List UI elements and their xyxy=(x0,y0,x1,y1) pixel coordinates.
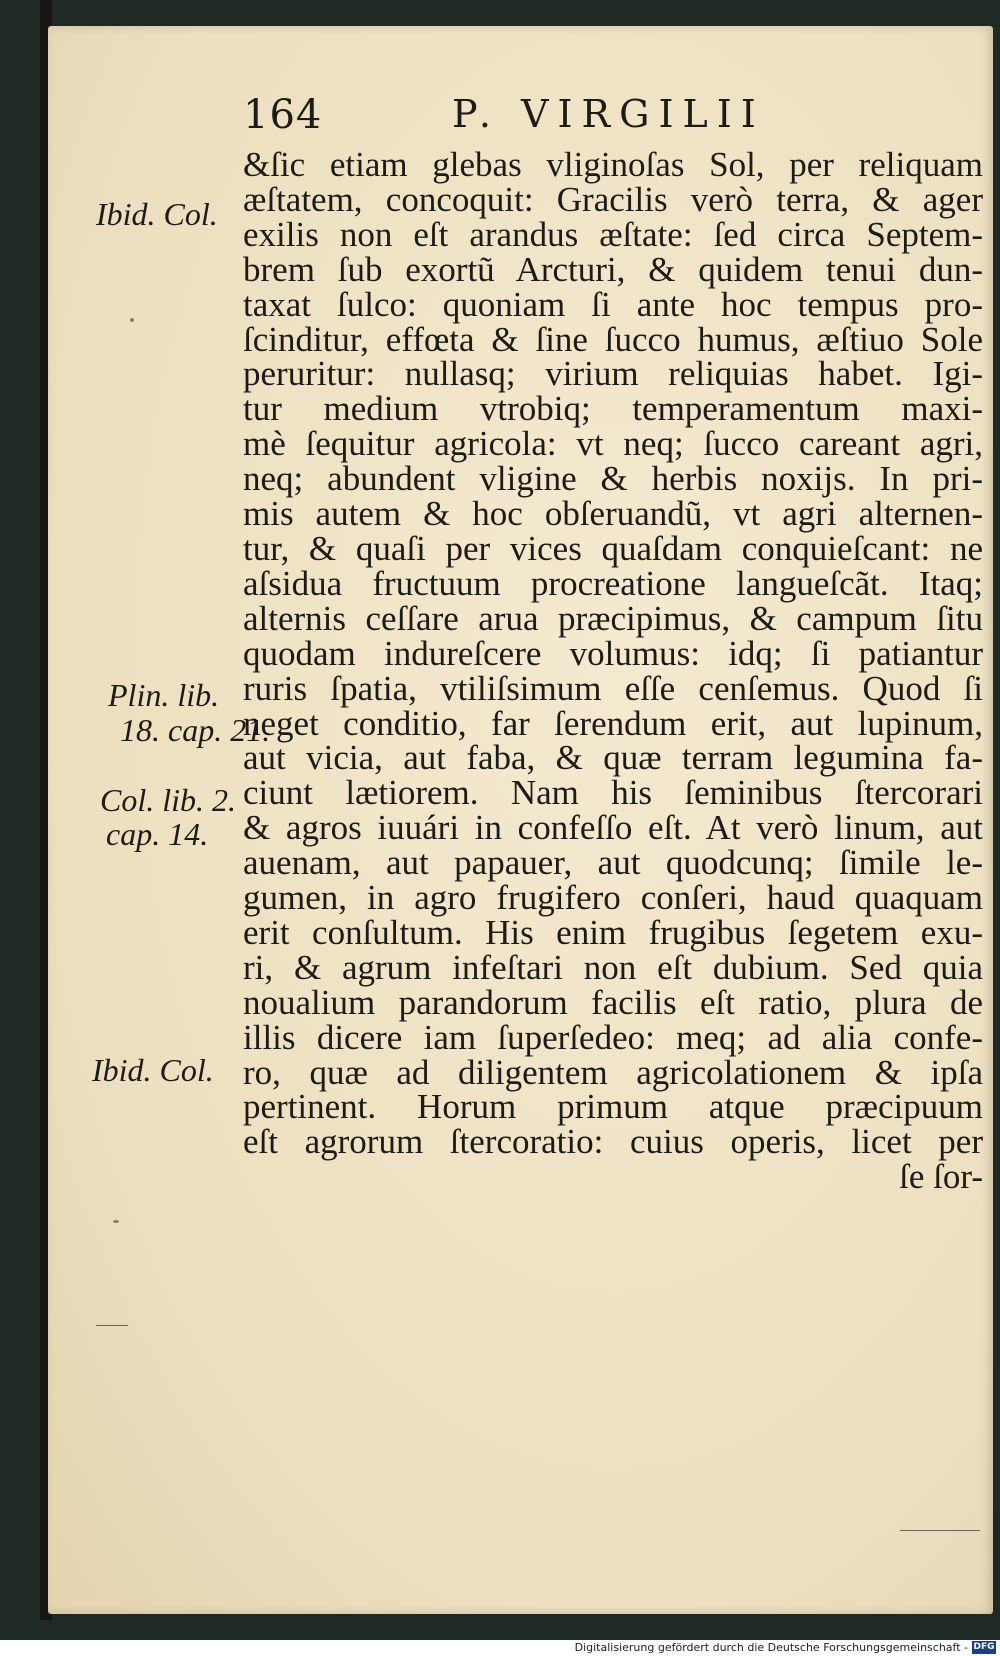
paper-speck xyxy=(130,318,134,322)
text-line: ciunt lætiorem. Nam his ſeminibus ſtercorari xyxy=(243,773,983,813)
text-line: tur medium vtrobiq; temperamentum maxi- xyxy=(243,389,983,429)
text-line: æſtatem, concoquit: Gracilis verò terra, & ager xyxy=(243,179,983,219)
text-line: eſt agrorum ſtercoratio: cuius operis, licet per xyxy=(243,1122,983,1162)
margin-note-ibid-col-1: Ibid. Col. xyxy=(96,196,218,232)
text-line: alternis ceſſare arua præcipimus, & campum ſitu xyxy=(243,598,983,638)
catchword: ſe ſor- xyxy=(899,1157,983,1197)
text-line: neget conditio, far ſerendum erit, aut lupinum, xyxy=(243,703,983,743)
text-line: & agros iuuári in confeſſo eſt. At verò linum, aut xyxy=(243,808,983,848)
text-line: erit conſultum. His enim frugibus ſegetem exu- xyxy=(243,912,983,952)
text-line: &ſic etiam glebas vliginoſas Sol, per reliquam xyxy=(243,145,983,184)
text-line: noualium parandorum facilis eſt ratio, plura de xyxy=(243,982,983,1022)
text-line: aut vicia, aut faba, & quæ terram legumina fa- xyxy=(243,738,983,778)
text-line: peruritur: nullasq; virium reliquias habet. Igi- xyxy=(243,354,983,394)
running-title: P. VIRGILII xyxy=(452,92,765,136)
margin-note-cap-14: cap. 14. xyxy=(106,816,209,852)
text-line: ſcinditur, effœta & ſine ſucco humus, æſtiuo Sole xyxy=(243,319,983,359)
text-line: neq; abundent vligine & herbis noxijs. In pri- xyxy=(243,459,983,499)
text-line: tur, & quaſi per vices quaſdam conquieſcant: ne xyxy=(243,528,983,568)
text-line: gumen, in agro frugifero conſeri, haud quaquam xyxy=(243,878,983,918)
text-line: ro, quæ ad diligentem agricolationem & ipſa xyxy=(243,1052,983,1092)
text-line: brem ſub exortũ Arcturi, & quidem tenui dun- xyxy=(243,249,983,289)
margin-note-col-lib-2: Col. lib. 2. xyxy=(100,782,237,818)
margin-note-ibid-col-2: Ibid. Col. xyxy=(92,1052,214,1088)
footer-credit: Digitalisierung gefördert durch die Deutsche Forschungsgemeinschaft - xyxy=(574,1641,968,1654)
page-header xyxy=(0,92,1000,142)
margin-note-plin-lib: Plin. lib. xyxy=(108,677,220,713)
text-line: aſsidua fructuum procreatione langueſcãt. Itaq; xyxy=(243,563,983,603)
text-line: mè ſequitur agricola: vt neq; ſucco careant agri, xyxy=(243,424,983,464)
text-line: exilis non eſt arandus æſtate: ſed circa Septem- xyxy=(243,214,983,254)
body-text xyxy=(243,145,983,1197)
paper-speck xyxy=(113,1220,119,1223)
text-line: ri, & agrum infeſtari non eſt dubium. Sed quia xyxy=(243,947,983,987)
text-line: auenam, aut papauer, aut quodcunq; ſimile le- xyxy=(243,843,983,883)
page-number: 164 xyxy=(243,92,323,138)
dfg-logo: DFG xyxy=(973,1642,995,1652)
text-line: illis dicere iam ſuperſedeo: meq; ad alia confe- xyxy=(243,1017,983,1057)
text-line: taxat ſulco: quoniam ſi ante hoc tempus pro- xyxy=(243,284,983,324)
text-line: pertinent. Horum primum atque præcipuum xyxy=(243,1087,983,1127)
margin-note-cap-21: 18. cap. 21. xyxy=(120,712,271,748)
paper-mark xyxy=(900,1530,980,1531)
digitization-footer xyxy=(0,1640,1000,1656)
paper-mark xyxy=(96,1325,128,1326)
text-line: quodam indureſcere volumus: idq; ſi patiantur xyxy=(243,633,983,673)
text-line: mis autem & hoc obſeruandũ, vt agri alternen- xyxy=(243,494,983,534)
text-line: ruris ſpatia, vtiliſsimum eſſe cenſemus. Quod ſi xyxy=(243,668,983,708)
